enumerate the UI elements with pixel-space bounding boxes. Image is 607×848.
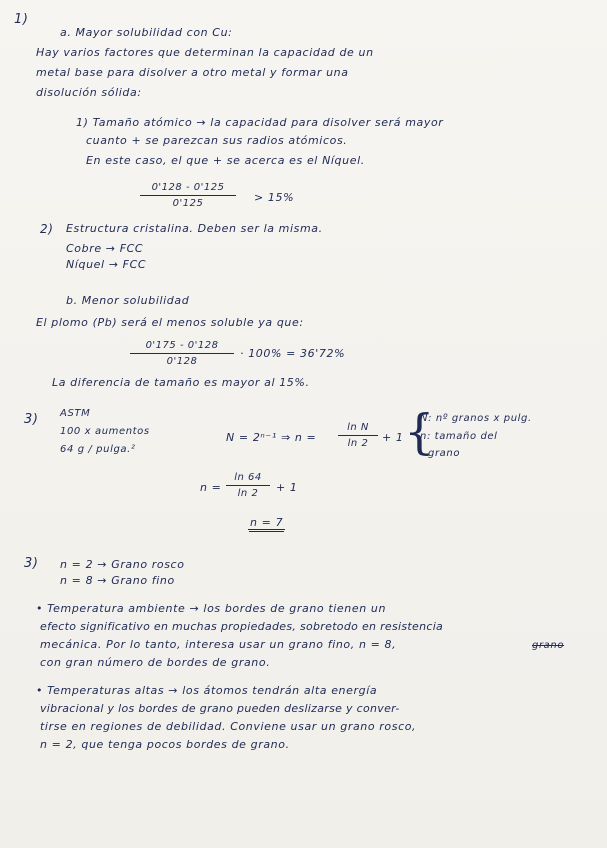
result-value: n = 7 [250, 516, 284, 529]
legend-n: n: tamaño del [420, 431, 498, 442]
fraction-1-result: > 15% [254, 191, 295, 204]
factor-1-line-2: cuanto + se parezcan sus radios atómicos. [86, 134, 348, 147]
bullet-2-line-2: vibracional y los bordes de grano pueden deslizarse y conver- [40, 702, 400, 715]
bullet-1-line-4: con gran número de bordes de grano. [40, 656, 271, 669]
fraction-2-numerator: 0'175 - 0'128 [145, 340, 219, 351]
curly-brace-icon: { [404, 404, 435, 460]
fraction-2-denominator: 0'128 [166, 356, 198, 367]
bullet-1-line-1: • Temperatura ambiente → los bordes de grano tienen un [36, 602, 387, 615]
fraction-3 [338, 422, 378, 449]
fraction-2 [130, 340, 234, 367]
fraction-bar [140, 195, 236, 196]
fraction-bar [226, 485, 270, 486]
bullet-2-line-1: • Temperaturas altas → los átomos tendrán alta energía [36, 684, 378, 697]
bleed-through-text [470, 30, 473, 41]
question-number: 1) [14, 12, 29, 27]
fraction-1 [140, 182, 236, 209]
astm-label: ASTM [60, 408, 91, 419]
fraction-4-numerator: ln 64 [234, 472, 262, 483]
n-equals-label: n = [200, 481, 222, 494]
bullet-1-line-2: efecto significativo en muchas propiedades, sobretodo en resistencia [40, 620, 444, 633]
intro-line-2: metal base para disolver a otro metal y formar una [36, 66, 349, 79]
grain-formula: N = 2ⁿ⁻¹ ⇒ n = [226, 431, 317, 444]
legend-n-continued: grano [428, 448, 461, 459]
fraction-1-denominator: 0'125 [172, 198, 204, 209]
part-b-line-1: El plomo (Pb) será el menos soluble ya que: [36, 316, 304, 329]
grain-density: 64 g / pulga.² [60, 444, 136, 455]
fraction-3-denominator: ln 2 [347, 438, 369, 449]
factor-1-line-3: En este caso, el que + se acerca es el Níquel. [86, 154, 365, 167]
legend-N: N: nº granos x pulg. [420, 413, 532, 424]
plus-one: + 1 [276, 481, 298, 494]
part-a-heading: a. Mayor solubilidad con Cu: [60, 26, 233, 39]
part-b-heading: b. Menor solubilidad [66, 294, 190, 307]
copper-structure: Cobre → FCC [66, 242, 144, 255]
fraction-1-numerator: 0'128 - 0'125 [151, 182, 225, 193]
fraction-3-numerator: ln N [347, 422, 369, 433]
fraction-4-denominator: ln 2 [237, 488, 259, 499]
bullet-2-line-3: tirse en regiones de debilidad. Conviene usar un grano rosco, [40, 720, 417, 733]
magnification: 100 x aumentos [60, 426, 150, 437]
result-n-7 [248, 516, 285, 529]
intro-line-3: disolución sólida: [36, 86, 142, 99]
fraction-bar [338, 435, 378, 436]
struck-word: grano [532, 640, 565, 651]
plus-one: + 1 [382, 431, 404, 444]
factor-2-line-1: Estructura cristalina. Deben ser la misma. [66, 222, 323, 235]
factor-1-line-1: 1) Tamaño atómico → la capacidad para disolver será mayor [76, 116, 444, 129]
grain-coarse: n = 2 → Grano rosco [60, 558, 185, 571]
intro-line-1: Hay varios factores que determinan la capacidad de un [36, 46, 374, 59]
part-b-line-2: La diferencia de tamaño es mayor al 15%. [52, 376, 310, 389]
fraction-4 [226, 472, 270, 499]
sub-number-2: 2) [40, 222, 54, 236]
question-number: 3) [24, 412, 39, 427]
question-number: 3) [24, 556, 39, 571]
fraction-2-result: · 100% = 36'72% [240, 347, 346, 360]
fraction-bar [130, 353, 234, 354]
bullet-1-line-3: mecánica. Por lo tanto, interesa usar un grano fino, n = 8, [40, 638, 397, 651]
grain-fine: n = 8 → Grano fino [60, 574, 175, 587]
nickel-structure: Níquel → FCC [66, 258, 147, 271]
bullet-2-line-4: n = 2, que tenga pocos bordes de grano. [40, 738, 290, 751]
